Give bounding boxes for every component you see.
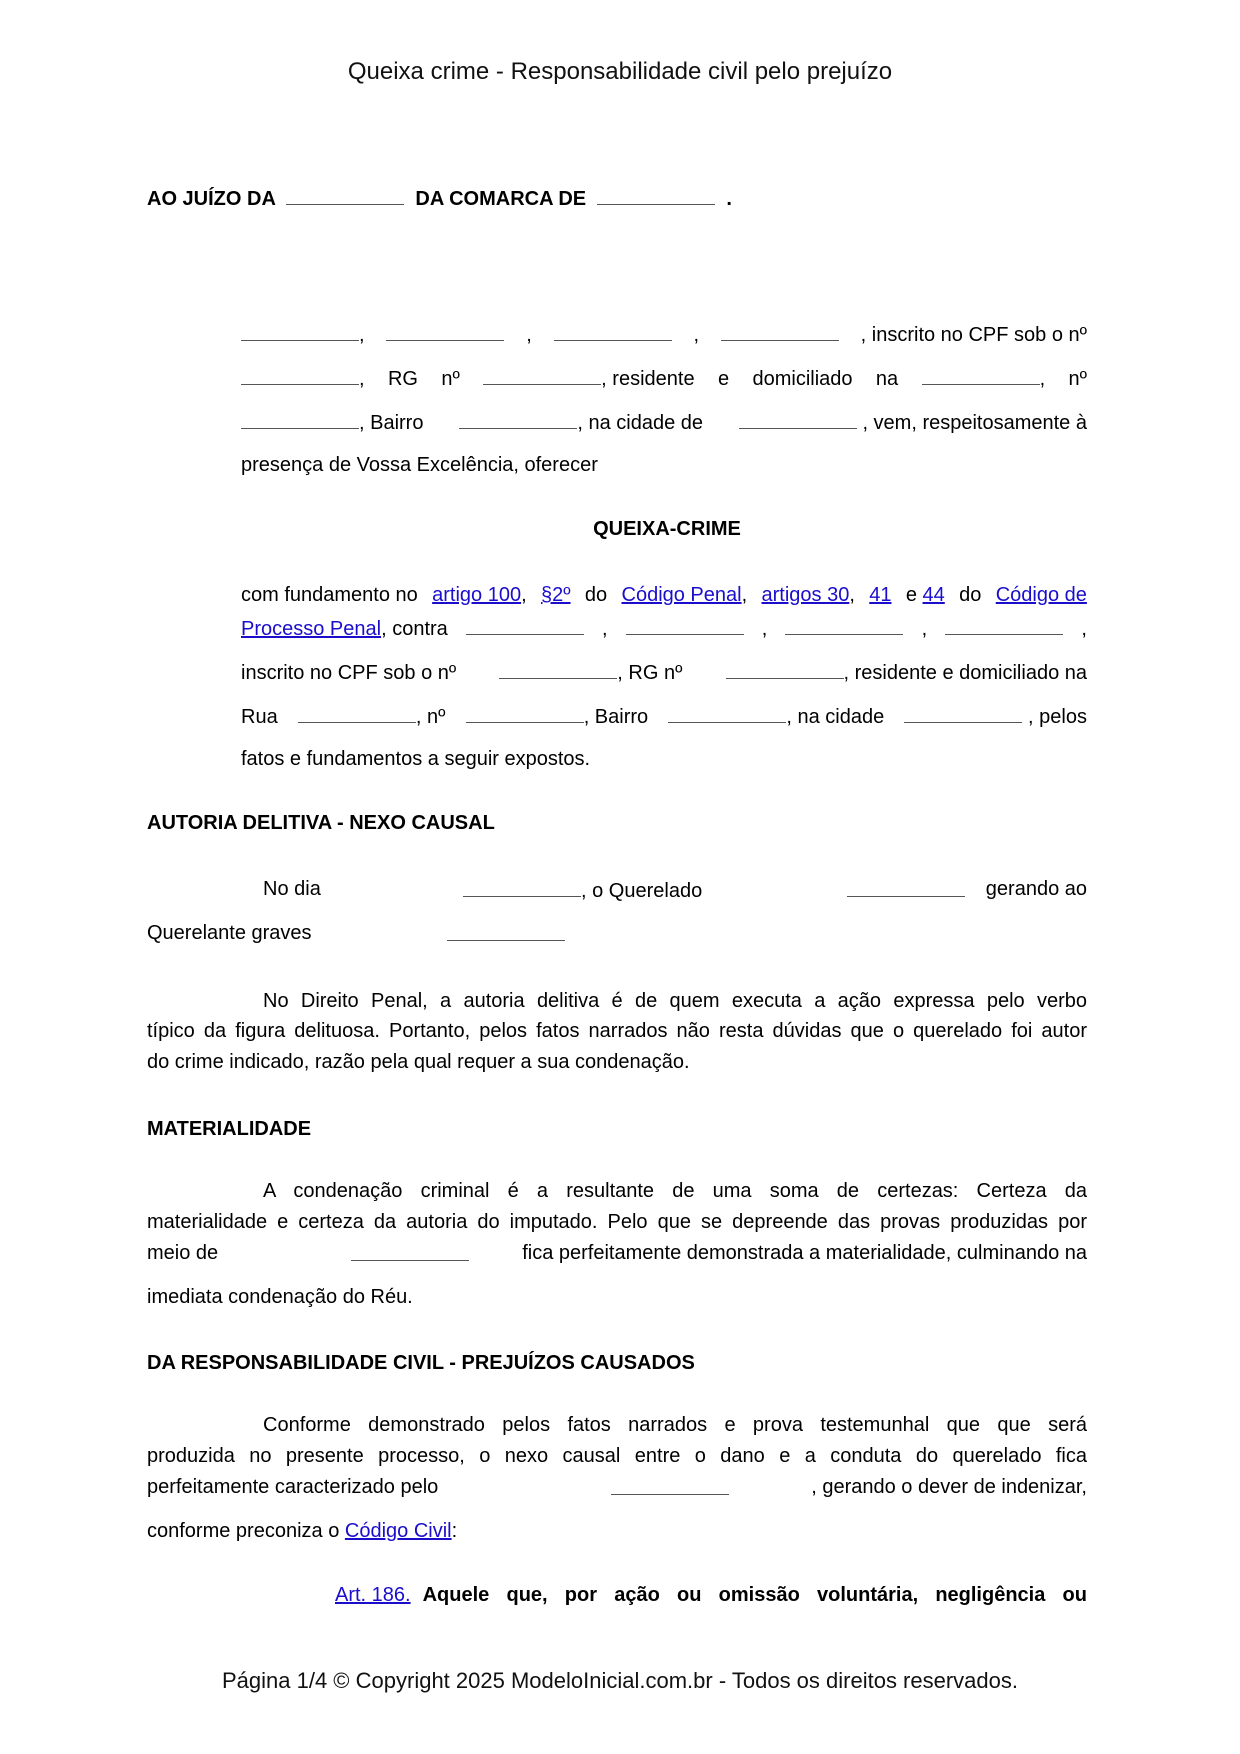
text: domiciliado (752, 368, 853, 390)
blank-field[interactable] (668, 704, 786, 723)
text: e (717, 368, 730, 390)
blank-field[interactable] (626, 616, 744, 635)
text: meio de (147, 1242, 219, 1264)
text: A condenação criminal é a resultante de uma soma de certezas: Certeza da (263, 1180, 1087, 1202)
text: na (875, 368, 899, 390)
blank-field[interactable] (721, 322, 839, 341)
text: , (1039, 368, 1046, 390)
link-codigo-penal[interactable]: Código Penal (621, 584, 742, 606)
link-codigo-civil[interactable]: Código Civil (344, 1520, 452, 1542)
blank-field[interactable] (466, 704, 584, 723)
section-heading-autoria: AUTORIA DELITIVA - NEXO CAUSAL (147, 812, 495, 834)
text: materialidade e certeza da autoria do imputado. Pelo que se depreende das provas produzidas por (147, 1211, 1087, 1233)
blank-field[interactable] (386, 322, 504, 341)
blank-field[interactable] (904, 704, 1022, 723)
text: , contra (381, 618, 448, 640)
article-quote (335, 1584, 1087, 1607)
blank-field[interactable] (466, 616, 584, 635)
blank-field[interactable] (499, 660, 617, 679)
text: inscrito no CPF sob o nº (241, 662, 457, 684)
text: , pelos (1028, 706, 1087, 728)
text: típico da figura delituosa. Portanto, pelos fatos narrados não resta dúvidas que o querelado foi autor (147, 1020, 1087, 1042)
text: do (959, 584, 982, 606)
text: , o Querelado (581, 880, 703, 902)
text: , Bairro (359, 412, 424, 434)
text: , Bairro (583, 706, 649, 728)
link-artigo-41[interactable]: 41 (869, 584, 892, 606)
court-address-line (147, 186, 732, 211)
text: do crime indicado, razão pela qual requer a sua condenação. (147, 1051, 690, 1073)
text: Querelante graves (147, 922, 312, 944)
text: presença de Vossa Excelência, oferecer (241, 454, 598, 476)
text: , gerando o dever de indenizar, (811, 1476, 1087, 1498)
text: , vem, respeitosamente à (862, 412, 1087, 434)
section-heading-materialidade: MATERIALIDADE (147, 1118, 312, 1140)
text: : (451, 1520, 458, 1542)
text: , inscrito no CPF sob o nº (860, 324, 1087, 346)
comarca-label: DA COMARCA DE (415, 188, 587, 210)
blank-field-comarca[interactable] (597, 186, 715, 205)
page-header-title: Queixa crime - Responsabilidade civil pelo prejuízo (347, 58, 893, 85)
court-label: AO JUÍZO DA (147, 188, 276, 210)
article-text: Aquele que, por ação ou omissão voluntária, negligência ou (422, 1584, 1087, 1606)
text: e (905, 584, 917, 606)
link-artigo-44[interactable]: 44 (922, 584, 945, 606)
document-title: QUEIXA-CRIME (593, 518, 741, 540)
link-artigos-30[interactable]: artigos 30 (761, 584, 850, 606)
text: nº (441, 368, 460, 390)
link-paragrafo-2[interactable]: §2º (541, 584, 571, 606)
text: imediata condenação do Réu. (147, 1286, 413, 1308)
blank-field[interactable] (847, 878, 965, 897)
text: com fundamento no (241, 584, 418, 606)
text: , nº (415, 706, 446, 728)
text: gerando ao (985, 878, 1087, 900)
text: Rua (241, 706, 278, 728)
blank-field[interactable] (483, 366, 601, 385)
page-footer: Página 1/4 © Copyright 2025 ModeloInicial.com.br - Todos os direitos reservados. (222, 1668, 1018, 1693)
blank-field[interactable] (298, 704, 416, 723)
link-codigo-processo-penal[interactable]: Código de (995, 584, 1087, 606)
text: do (584, 584, 608, 606)
link-codigo-processo-penal-cont[interactable]: Processo Penal (241, 618, 382, 640)
text: , RG nº (617, 662, 683, 684)
blank-field[interactable] (241, 366, 359, 385)
blank-field[interactable] (554, 322, 672, 341)
blank-field[interactable] (459, 410, 577, 429)
blank-field-court[interactable] (286, 186, 404, 205)
text: conforme preconiza o (147, 1520, 340, 1542)
blank-field[interactable] (945, 616, 1063, 635)
text: No dia (263, 878, 321, 900)
text: Conforme demonstrado pelos fatos narrados e prova testemunhal que que será (263, 1414, 1087, 1436)
blank-field[interactable] (447, 922, 565, 941)
section-heading-responsabilidade: DA RESPONSABILIDADE CIVIL - PREJUÍZOS CAUSADOS (147, 1352, 695, 1374)
link-art-186[interactable]: Art. 186. (335, 1584, 411, 1606)
text: No Direito Penal, a autoria delitiva é de quem executa a ação expressa pelo verbo (263, 990, 1087, 1012)
text: perfeitamente caracterizado pelo (147, 1476, 439, 1498)
blank-field[interactable] (922, 366, 1040, 385)
text: fica perfeitamente demonstrada a materialidade, culminando na (522, 1242, 1087, 1264)
text: nº (1068, 368, 1087, 390)
blank-field[interactable] (351, 1242, 469, 1261)
blank-field[interactable] (611, 1476, 729, 1495)
blank-field[interactable] (241, 410, 359, 429)
text: RG (387, 368, 418, 390)
text: , na cidade de (577, 412, 703, 434)
text: fatos e fundamentos a seguir expostos. (241, 748, 591, 770)
period: . (726, 188, 732, 210)
link-artigo-100[interactable]: artigo 100 (432, 584, 522, 606)
blank-field[interactable] (241, 322, 359, 341)
text: , residente (601, 368, 695, 390)
blank-field[interactable] (785, 616, 903, 635)
blank-field[interactable] (726, 660, 844, 679)
blank-field[interactable] (739, 410, 857, 429)
text: produzida no presente processo, o nexo causal entre o dano e a conduta do querelado fica (147, 1445, 1087, 1467)
text: , residente e domiciliado na (843, 662, 1087, 684)
text: , na cidade (786, 706, 885, 728)
blank-field[interactable] (463, 878, 581, 897)
